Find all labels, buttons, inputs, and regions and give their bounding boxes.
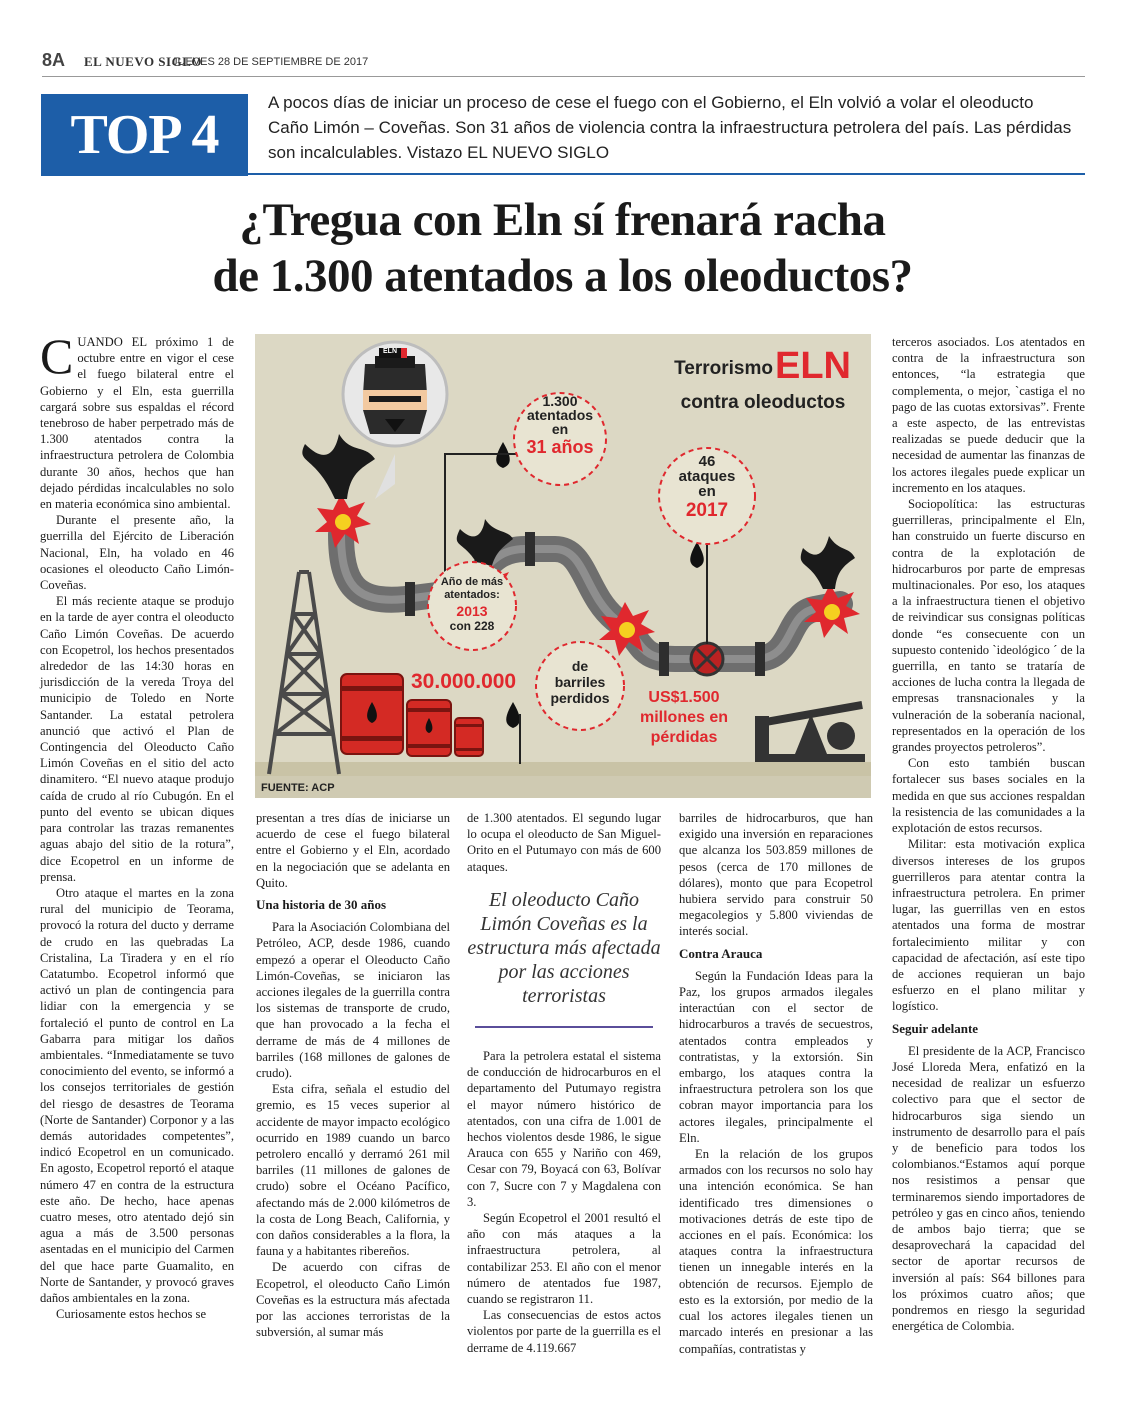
headline-line-1: ¿Tregua con Eln sí frenará racha — [239, 194, 886, 246]
barrel-icon — [341, 674, 403, 754]
infographic-title-c: contra oleoductos — [680, 392, 846, 413]
source-bar — [255, 776, 871, 798]
paragraph: Para la petrolera estatal el sistema de conducción de hidrocarburos en el departamento del Putumayo registra el mayor número histórico de atentados, con una cifra de 1.001 de hechos violentos desde 1986, le sigue Arauca con 655 y Nariño con 469, Cesar con 79, Boyacá con 63, Bolívar con 7, Sucre con 7 y Magdalena con 3. — [467, 1049, 661, 1209]
paragraph: presentan a tres días de iniciarse un acuerdo de cese el fuego bilateral entre el Gobierno y el Eln, acordado en la negociación que se adelanta en Quito. — [256, 811, 450, 890]
headline-line-2: de 1.300 atentados a los oleoductos? — [212, 250, 913, 302]
stat-label: en — [551, 421, 569, 437]
pull-quote-rule — [475, 1026, 653, 1028]
stat-label: con 228 — [449, 619, 495, 633]
subheading: Contra Arauca — [679, 945, 763, 961]
stat-highlight: 2017 — [685, 500, 729, 521]
paragraph: de 1.300 atentados. El segundo lugar lo ocupa el oleoducto de San Miguel-Orito en el Putumayo con más de 600 ataques. — [467, 811, 661, 874]
stat-label: de — [571, 658, 589, 674]
infographic-title-a: Terrorismo — [674, 358, 773, 379]
paragraph — [40, 328, 234, 512]
headline — [20, 192, 1105, 304]
pump-jack-icon — [755, 701, 865, 762]
article-column-4 — [679, 810, 873, 1357]
valve-icon — [691, 643, 723, 675]
newspaper-name: EL NUEVO SIGLO — [84, 54, 202, 69]
infographic — [255, 334, 871, 798]
stat-label: millones en — [639, 709, 729, 726]
paragraph: Esta cifra, señala el estudio del gremio, es 15 veces superior al accidente de mayor impacto ecológico ocurrido en 1989 cuando un barco petrolero encalló y derramó 261 mil barriles (11 millones de galones de crudo) sobre el Océano Pacífico, afectando más de 2.000 kilómetros de la costa de Long Beach, California, y con daños considerables a la flora, la fauna y a habitantes ribereños. — [256, 1082, 450, 1259]
paragraph: Según la Fundación Ideas para la Paz, los grupos armados ilegales interactúan con el sector de hidrocarburos a través de secuestros, atentados contra empleados y contratistas, y la extorsión. Sin embargo, los ataques contra la infraestructura petrolera son los que cobran mayor importancia para los actores ilegales, principalmente el Eln. — [679, 968, 873, 1145]
paragraph: Curiosamente estos hechos se — [56, 1307, 207, 1322]
paragraph: Según Ecopetrol el 2001 resultó el año con más ataques a la infraestructura petrolera, al contabilizar 253. El año con el menor número de atentados fue 1987, cuando se registraron 11. — [467, 1211, 661, 1307]
stat-value: US$1.500 — [648, 689, 720, 706]
article-column-1 — [40, 328, 234, 1322]
paragraph: El más reciente ataque se produjo en la tarde de ayer contra el oleoducto Caño Limón Coveñas. De acuerdo con Ecopetrol, los hechos presentados alrededor de las 14:30 horas en jurisdicción de la vereda Troya del municipio de Toledo en Norte Santander. La estatal petrolera anunció que activó el Plan de Contingencia del Oleoducto Caño Limón Coveñas en el sitio del acto dinamitero. “El nuevo ataque produjo caída de crudo al río Cubugón. En el punto del evento se ubican diques para controlar las trazas remanentes aguas abajo del sitio de la rotura”, dice Ecopetrol en un informe de prensa. — [40, 594, 234, 884]
stat-barrels-value: 30.000.000 — [411, 670, 517, 693]
paragraph: Las consecuencias de estos actos violentos por parte de la guerrilla es el derrame de 4.119.667 — [467, 1308, 661, 1355]
paragraph: Con esto también buscan fortalecer sus bases sociales en la medida en que sus acciones respaldan la resistencia de las comunidades a la explotación de estos recursos. — [892, 756, 1085, 836]
header-rule — [42, 76, 1085, 77]
paragraph-text: UANDO EL próximo 1 de octubre entre en vigor el cese el fuego bilateral entre el Gobierno y el Eln, esta guerrilla cargará sobre sus espaldas el récord tenebroso de haber perpetrado más de 1.300 atentados contra la infraestructura petrolera de Colombia durante 30 años, hechos que han dejado pérdidas incalculables no solo en materia económica sino ambiental. — [40, 335, 234, 512]
stat-46 — [659, 454, 755, 523]
barrel-icon — [407, 700, 451, 756]
stat-barrels-label — [536, 658, 624, 706]
stat-1300 — [514, 394, 606, 458]
infographic-title-b: ELN — [775, 345, 851, 387]
pull-quote: El oleoducto Caño Limón Coveñas es la estructura más afectada por las acciones terroristas — [467, 889, 661, 1007]
paragraph: Para la Asociación Colombiana del Petróleo, ACP, desde 1986, cuando empezó a operar el Oleoducto Caño Limón-Coveñas, se iniciaron las acciones ilegales de la guerrilla contra los sistemas de transporte de crudo, que han provocado a la fecha el derrame de más de 4 millones de barriles (168 millones de galones de crudo). — [256, 920, 450, 1081]
stat-label: atentados — [526, 407, 594, 423]
paragraph: De acuerdo con cifras de Ecopetrol, el oleoducto Caño Limón Coveñas es la estructura más afectada por las acciones terroristas de la subversión, al sumar más — [256, 1260, 450, 1340]
subheading: Una historia de 30 años — [256, 897, 387, 913]
stat-label: Año de más — [440, 576, 504, 588]
paragraph: Otro ataque el martes en la zona rural del municipio de Teorama, provocó la rotura del ducto y derrame de crudo en las quebradas La Cristalina, La Tiradera y en el río Catatumbo. Ecopetrol informó que activó un plan de contingencia para lidiar con la emergencia y se fortaleció el punto de control en La Gabarra para mitigar los daños ambientales. “Inmediatamente se tuvo conocimiento del evento, se informó a los consejos territoriales de gestión del riesgo de desastres de Teorama (Norte de Santander) Corponor y a las demás autoridades competentes”, indicó Ecopetrol en un comunicado. En agosto, Ecopetrol reportó el ataque número 47 en contra de la estructura este año. De hecho, hace apenas cuatro meses, otro atentado dejó sin agua a más de 3.500 personas asentadas en el municipio del Carmen del que hace parte Guamalito, en Norte de Santander, y provocó graves daños ambientales en la zona. — [40, 885, 234, 1305]
page-number: 8A — [42, 50, 66, 70]
drop-cap: C — [40, 328, 74, 384]
article-column-5 — [892, 334, 1085, 1334]
eln-badge: ELN — [383, 348, 397, 355]
article-column-3 — [467, 810, 661, 875]
paragraph: El presidente de la ACP, Francisco José Lloreda Mera, enfatizó en la necesidad de realizar un esfuerzo colectivo para que el sector de hidrocarburos siga siendo un instrumento de desarrollo para el país y de beneficio para todos los colombianos.“Estamos aquí porque nos resistimos a pensar que terminaremos siendo importadores de petróleo y gas en cinco años, teniendo de ambos bajo tierra; que se desaprovechará la capacidad del sector de aportar recursos de inversión al país: S64 billones para los próximos cuatro años; que pondremos en riesgo la seguridad energética de Colombia. — [892, 1043, 1085, 1334]
oil-rig-icon — [269, 572, 339, 774]
stat-highlight: 31 años — [526, 437, 594, 457]
section-kicker: A pocos días de iniciar un proceso de cese el fuego con el Gobierno, el Eln volvió a volar el oleoducto Caño Limón – Coveñas. Son 31 años de violencia contra la infraestructura petrolera del país. Las pérdidas son incalculables. Vistazo EL NUEVO SIGLO — [268, 93, 1072, 162]
issue-date: JUEVES 28 DE SEPTIEMBRE DE 2017 — [172, 56, 369, 68]
stat-label: en — [698, 483, 716, 500]
paragraph: Sociopolítica: las estructuras guerrilleras, principalmente el Eln, han construido un fuerte discurso en contra de la explotación de hidrocarburos por parte de empresas multinacionales. Por eso, los ataques a la infraestructura tienen el objetivo de reivindicar sus consignas políticas donde “es consecuente con un supuesto contenido `ideológico ´ de la guerrilla, en tanto se trataría de acciones de lucha contra la llegada de empresas transnacionales y la vulneración de la soberanía nacional, representados en la operación de los grandes proyectos petroleros”. — [892, 497, 1085, 755]
barrel-icon — [455, 718, 483, 756]
subheading: Seguir adelante — [892, 1020, 979, 1036]
stat-label: atentados: — [444, 589, 500, 601]
stat-label: ataques — [678, 468, 736, 485]
paragraph: barriles de hidrocarburos, que han exigido una inversión en reparaciones que alcanza los 503.859 millones de pesos (cerca de 170 millones de dólares), monto que para Ecopetrol hubiera servido para construir 50 megacolegios y 5.800 viviendas de interés social. — [679, 811, 873, 939]
guerrilla-avatar-icon — [343, 342, 447, 499]
stat-label: pérdidas — [650, 729, 718, 746]
article-column-2 — [256, 810, 450, 1341]
section-label: TOP 4 — [41, 94, 248, 176]
stat-value: 1.300 — [542, 393, 578, 409]
paragraph: terceros asociados. Los atentados en contra de la infraestructura son entonces, “la estrategia que complementa, o mejor, `castiga el no pago de las cuotas extorsivas”. Frente a este aspecto, de las entrevistas realizadas se puede deducir que la necesidad de aumentar las finanzas de los actores ilegales puede explicar un incremento en los ataques. — [892, 335, 1085, 495]
stat-losses — [623, 688, 745, 748]
stat-label: barriles — [554, 674, 606, 690]
paragraph: Militar: esta motivación explica diversos intereses de los grupos guerrilleros para atentar contra la infraestructura petrolera. En primer lugar, las guerrillas ven en estos atentados una forma de mostrar fortalecimiento militar y con capacidad de afectación, así este tipo de acciones requieran un bajo esfuerzo en el plano militar y logístico. — [892, 837, 1085, 1014]
paragraph: En la relación de los grupos armados con los recursos no solo hay una intención económica. Se han identificado tres dimensiones o motivaciones detrás de este tipo de acciones en el país. Económica: los ataques contra la infraestructura tienen un innegable interés en la obtención de recursos. Ejemplo de esto es la extorsión, por medio de la cual los actores ilegales tienen un marcado interés en presionar a las compañías, contratistas y — [679, 1147, 873, 1356]
stat-value: 46 — [698, 453, 716, 470]
paragraph: Durante el presente año, la guerrilla del Ejército de Liberación Nacional, Eln, ha volado en 46 ocasiones el oleoducto Caño Limón-Coveñas. — [40, 513, 234, 593]
stat-label: perdidos — [550, 690, 610, 706]
stat-2013 — [428, 576, 516, 633]
article-column-3-continued — [467, 1048, 661, 1356]
stat-highlight: 2013 — [456, 603, 488, 619]
infographic-source: FUENTE: ACP — [261, 782, 335, 794]
kicker-rule — [248, 173, 1085, 175]
